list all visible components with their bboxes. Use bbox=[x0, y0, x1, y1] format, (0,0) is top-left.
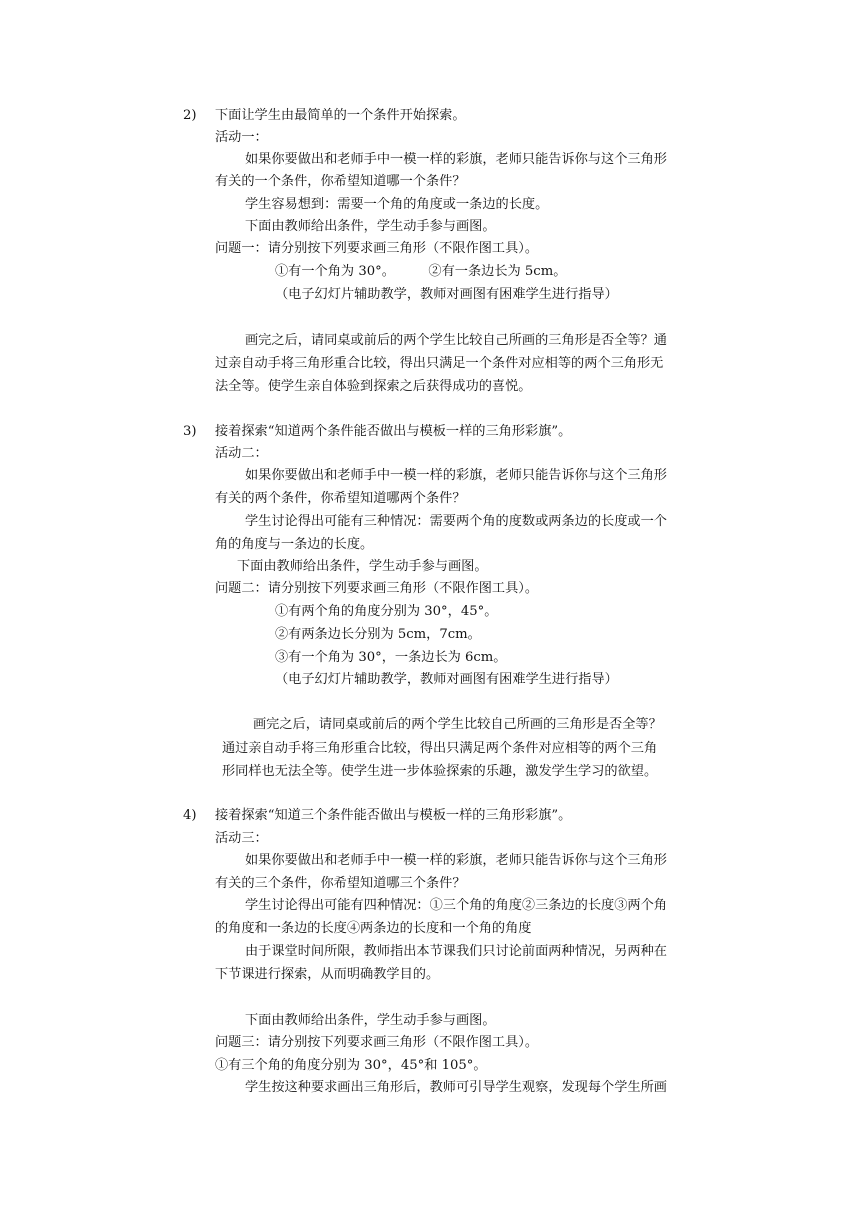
text-line: ③有一个角为 30°，一条边长为 6cm。 bbox=[275, 650, 507, 665]
text-line: 问题二：请分别按下列要求画三角形（不限作图工具）。 bbox=[215, 581, 539, 596]
text-line: 下节课进行探索，从而明确教学目的。 bbox=[215, 967, 440, 982]
text-line: 活动三： bbox=[215, 831, 268, 846]
text-line: 画完之后，请同桌或前后的两个学生比较自己所画的三角形是否全等？通 bbox=[245, 333, 667, 348]
text-line: 过亲自动手将三角形重合比较，得出只满足一个条件对应相等的两个三角形无 bbox=[215, 356, 664, 371]
text-line: 的角度和一条边的长度④两条边的长度和一个角的角度 bbox=[215, 921, 532, 936]
text-line: 问题三：请分别按下列要求画三角形（不限作图工具）。 bbox=[215, 1035, 539, 1050]
text-line: （电子幻灯片辅助教学，教师对画图有困难学生进行指导） bbox=[275, 672, 618, 687]
text-line: 接着探索“知道两个条件能否做出与模板一样的三角形彩旗”。 bbox=[215, 424, 572, 439]
text-line: 学生讨论得出可能有三种情况：需要两个角的度数或两条边的长度或一个 bbox=[245, 514, 667, 529]
text-line: ①有两个角的角度分别为 30°，45°。 bbox=[275, 604, 498, 619]
text-line: ①有一个角为 30°。 ②有一条边长为 5cm。 bbox=[275, 264, 567, 279]
text-line: 学生按这种要求画出三角形后，教师可引导学生观察，发现每个学生所画 bbox=[245, 1080, 667, 1095]
text-line: 由于课堂时间所限，教师指出本节课我们只讨论前面两种情况，另两种在 bbox=[245, 944, 667, 959]
text-line: （电子幻灯片辅助教学，教师对画图有困难学生进行指导） bbox=[275, 287, 618, 302]
text-line: ①有三个角的角度分别为 30°，45°和 105°。 bbox=[215, 1058, 487, 1073]
text-line: 下面由教师给出条件，学生动手参与画图。 bbox=[245, 1013, 496, 1028]
text-line: 通过亲自动手将三角形重合比较，得出只满足两个条件对应相等的两个三角 bbox=[222, 741, 658, 756]
text-line: 下面让学生由最简单的一个条件开始探索。 bbox=[215, 108, 466, 123]
text-line: 形同样也无法全等。使学生进一步体验探索的乐趣，激发学生学习的欲望。 bbox=[222, 764, 658, 779]
text-line: 有关的三个条件，你希望知道哪三个条件？ bbox=[215, 876, 466, 891]
text-line: 学生容易想到：需要一个角的角度或一条边的长度。 bbox=[245, 197, 549, 212]
text-line: 学生讨论得出可能有四种情况：①三个角的角度②三条边的长度③两个角 bbox=[245, 898, 667, 913]
text-line: 下面由教师给出条件，学生动手参与画图。 bbox=[237, 559, 488, 574]
list-marker: 3) bbox=[183, 424, 197, 439]
text-line: 如果你要做出和老师手中一模一样的彩旗，老师只能告诉你与这个三角形 bbox=[245, 152, 667, 167]
text-line: 有关的一个条件，你希望知道哪一个条件？ bbox=[215, 174, 466, 189]
list-marker: 2) bbox=[183, 108, 197, 123]
text-line: 下面由教师给出条件，学生动手参与画图。 bbox=[245, 219, 496, 234]
text-line: 问题一：请分别按下列要求画三角形（不限作图工具）。 bbox=[215, 241, 539, 256]
text-line: 活动二： bbox=[215, 446, 268, 461]
text-line: 角的角度与一条边的长度。 bbox=[215, 537, 374, 552]
text-line: 有关的两个条件，你希望知道哪两个条件？ bbox=[215, 491, 466, 506]
text-line: 如果你要做出和老师手中一模一样的彩旗，老师只能告诉你与这个三角形 bbox=[245, 468, 667, 483]
text-line: 如果你要做出和老师手中一模一样的彩旗，老师只能告诉你与这个三角形 bbox=[245, 853, 667, 868]
text-line: 接着探索“知道三个条件能否做出与模板一样的三角形彩旗”。 bbox=[215, 808, 572, 823]
text-line: 法全等。使学生亲自体验到探索之后获得成功的喜悦。 bbox=[215, 379, 532, 394]
text-line: ②有两条边长分别为 5cm，7cm。 bbox=[275, 627, 481, 642]
list-marker: 4) bbox=[183, 808, 197, 823]
text-line: 画完之后，请同桌或前后的两个学生比较自己所画的三角形是否全等？ bbox=[253, 717, 662, 732]
text-line: 活动一： bbox=[215, 130, 268, 145]
